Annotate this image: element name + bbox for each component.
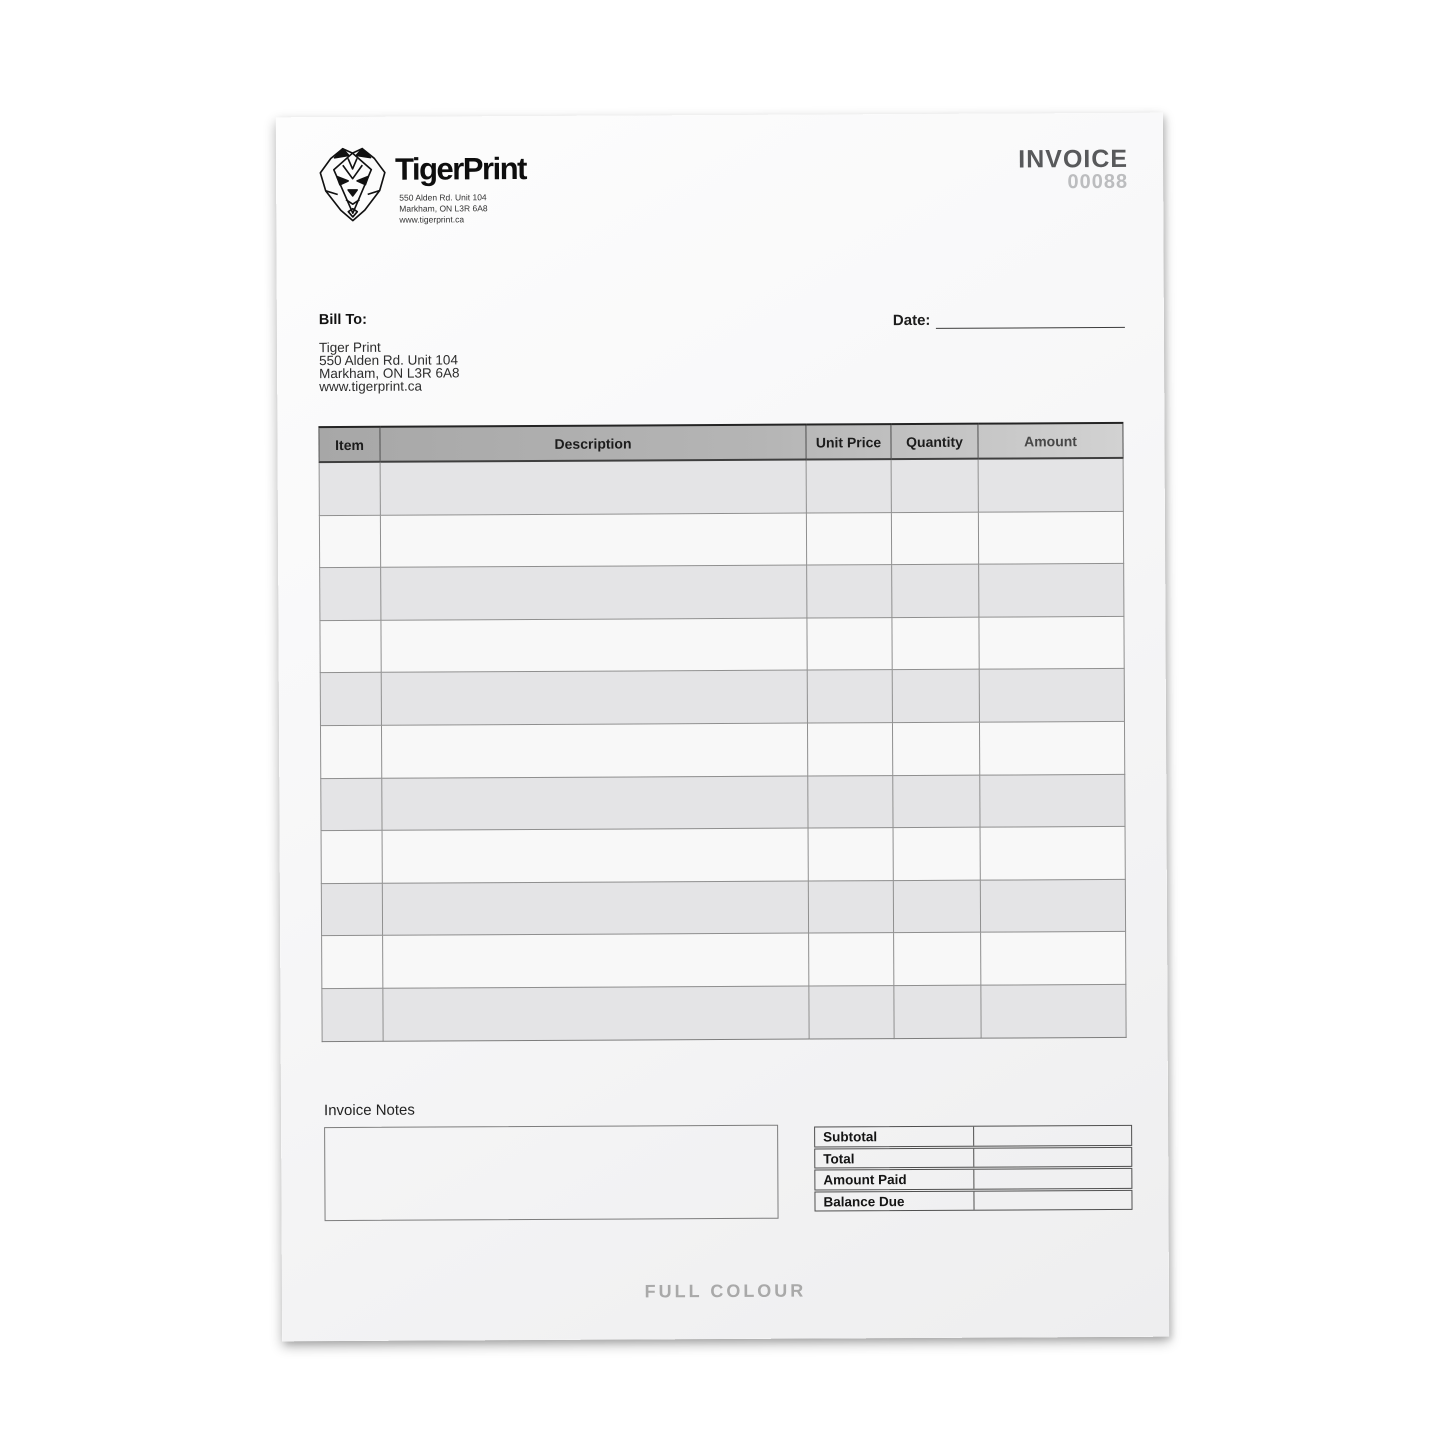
date-label: Date: (892, 311, 931, 330)
empty-cell (806, 512, 891, 565)
empty-cell (979, 669, 1124, 722)
table-row (320, 669, 1124, 726)
address-line: Markham, ON L3R 6A8 (399, 203, 488, 214)
empty-cell (892, 670, 979, 723)
empty-cell (381, 618, 807, 673)
empty-cell (382, 881, 808, 936)
full-colour-label: FULL COLOUR (644, 1280, 807, 1302)
table-row (319, 511, 1123, 568)
table-row (322, 932, 1126, 989)
empty-cell (891, 512, 978, 565)
invoice-page (276, 113, 1169, 1342)
address-line: Markham, ON L3R 6A8 (319, 365, 460, 382)
summary-label: Balance Due (815, 1191, 974, 1210)
empty-cell (980, 827, 1125, 880)
table-row (321, 827, 1125, 884)
empty-cell (319, 462, 380, 515)
empty-cell (808, 775, 893, 828)
summary-label: Amount Paid (815, 1170, 974, 1189)
table-row (320, 564, 1124, 621)
summary-value (974, 1169, 1131, 1188)
address-line: www.tigerprint.ca (319, 378, 423, 395)
empty-cell (892, 564, 979, 617)
summary-row (814, 1146, 1132, 1168)
invoice-number: 00088 (1067, 170, 1129, 194)
column-header-unit-price: Unit Price (806, 424, 891, 459)
empty-cell (380, 460, 806, 515)
empty-cell (383, 933, 809, 988)
empty-cell (978, 511, 1123, 564)
empty-cell (382, 828, 808, 883)
summary-table (814, 1125, 1132, 1213)
summary-value (974, 1190, 1131, 1209)
column-header-item: Item (319, 427, 380, 462)
summary-value (974, 1126, 1131, 1145)
table-row (321, 774, 1125, 831)
items-body (319, 458, 1126, 1041)
empty-cell (321, 883, 382, 936)
empty-cell (807, 565, 892, 618)
items-header-row (319, 423, 1123, 462)
empty-cell (806, 459, 891, 513)
empty-cell (893, 827, 980, 880)
empty-cell (382, 776, 808, 831)
empty-cell (322, 988, 383, 1041)
bill-to-address (319, 340, 460, 393)
summary-row (814, 1168, 1132, 1190)
summary-value (974, 1147, 1131, 1166)
empty-cell (892, 617, 979, 670)
invoice-header (1018, 146, 1128, 193)
empty-cell (809, 986, 894, 1039)
empty-cell (319, 515, 380, 568)
brand-address (399, 192, 488, 225)
empty-cell (807, 617, 892, 670)
table-row (319, 458, 1123, 515)
date-field (893, 311, 1125, 329)
empty-cell (383, 986, 809, 1041)
invoice-title: INVOICE (1018, 144, 1129, 174)
bill-to-label: Bill To: (318, 311, 367, 329)
empty-cell (808, 880, 893, 933)
empty-cell (322, 936, 383, 989)
empty-cell (893, 775, 980, 828)
empty-cell (891, 459, 978, 513)
empty-cell (808, 828, 893, 881)
empty-cell (979, 616, 1124, 669)
column-header-description: Description (380, 425, 806, 462)
empty-cell (892, 722, 979, 775)
empty-cell (979, 721, 1124, 774)
column-header-quantity: Quantity (891, 424, 978, 459)
empty-cell (321, 778, 382, 831)
empty-cell (381, 670, 807, 725)
empty-cell (320, 620, 381, 673)
column-header-amount: Amount (978, 423, 1123, 459)
address-line: 550 Alden Rd. Unit 104 (319, 352, 458, 369)
empty-cell (381, 723, 807, 778)
empty-cell (981, 932, 1126, 985)
invoice-notes-box (324, 1125, 778, 1221)
table-row (321, 879, 1125, 936)
empty-cell (321, 830, 382, 883)
date-blank-line (935, 312, 1124, 329)
empty-cell (893, 880, 980, 933)
empty-cell (980, 774, 1125, 827)
empty-cell (807, 670, 892, 723)
empty-cell (320, 673, 381, 726)
address-line: 550 Alden Rd. Unit 104 (399, 192, 487, 203)
summary-row (814, 1189, 1132, 1211)
empty-cell (320, 567, 381, 620)
address-line: Tiger Print (318, 339, 381, 356)
line-items-table (318, 422, 1126, 1042)
empty-cell (320, 725, 381, 778)
summary-label: Total (815, 1148, 974, 1167)
empty-cell (981, 984, 1126, 1037)
empty-cell (894, 932, 981, 985)
empty-cell (894, 985, 981, 1038)
summary-row (814, 1125, 1132, 1147)
empty-cell (380, 513, 806, 568)
empty-cell (381, 565, 807, 620)
empty-cell (809, 933, 894, 986)
table-row (320, 721, 1124, 778)
empty-cell (978, 458, 1123, 512)
empty-cell (980, 879, 1125, 932)
tiger-logo-icon (315, 144, 390, 230)
address-line: www.tigerprint.ca (399, 213, 465, 225)
brand-name: TigerPrint (394, 151, 527, 187)
empty-cell (807, 723, 892, 776)
empty-cell (979, 564, 1124, 617)
table-row (322, 984, 1126, 1041)
table-row (320, 616, 1124, 673)
invoice-notes-label: Invoice Notes (323, 1101, 415, 1120)
summary-label: Subtotal (815, 1127, 974, 1146)
